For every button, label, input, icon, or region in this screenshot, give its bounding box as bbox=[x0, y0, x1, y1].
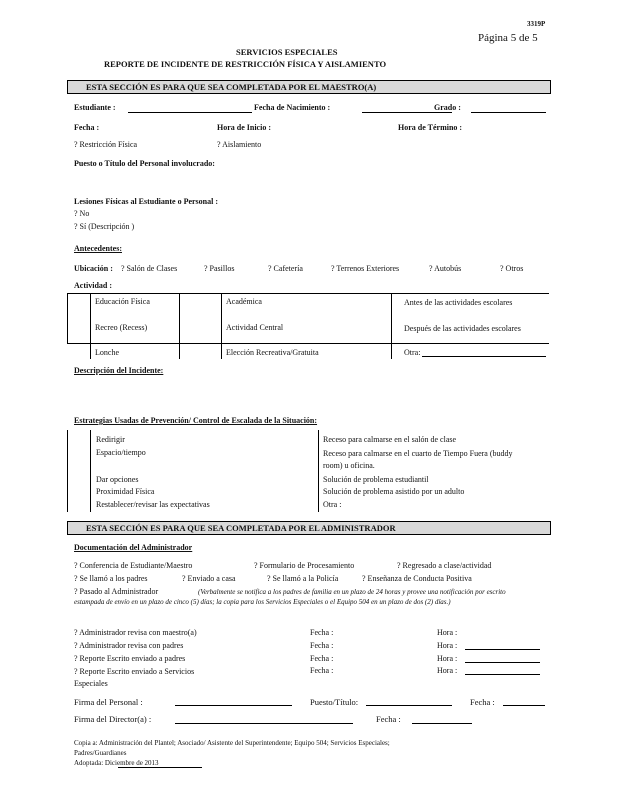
admin-processing-form[interactable]: ? Formulario de Procesamiento bbox=[254, 561, 355, 570]
activity-after-school[interactable]: Después de las actividades escolares bbox=[404, 324, 521, 333]
table-row-border bbox=[67, 343, 549, 344]
activity-lunch[interactable]: Lonche bbox=[95, 348, 119, 357]
admin-doc-label: Documentación del Administrador bbox=[74, 543, 193, 552]
strategy-expectations[interactable]: Restablecer/revisar las expectativas bbox=[96, 500, 210, 509]
time-field[interactable] bbox=[465, 649, 540, 650]
strategy-options[interactable]: Dar opciones bbox=[96, 475, 139, 484]
page-number bbox=[478, 32, 538, 44]
end-time-label: Hora de Término : bbox=[398, 123, 463, 132]
staff-label: Puesto o Título del Personal involucrado: bbox=[74, 159, 215, 168]
table-border bbox=[318, 430, 319, 512]
check-report-services-date: Fecha : bbox=[310, 666, 334, 675]
activity-recreational[interactable]: Elección Recreativa/Gratuita bbox=[226, 348, 319, 357]
sig-date-field[interactable] bbox=[503, 705, 545, 706]
location-bus[interactable]: ? Autobús bbox=[429, 264, 462, 273]
section-admin-label: ESTA SECCIÓN ES PARA QUE SEA COMPLETADA POR EL ADMINISTRADOR bbox=[86, 523, 396, 533]
location-hallways[interactable]: ? Pasillos bbox=[204, 264, 235, 273]
activity-central[interactable]: Actividad Central bbox=[226, 323, 284, 332]
strategy-proximity[interactable]: Proximidad Física bbox=[96, 487, 155, 496]
student-label: Estudiante : bbox=[74, 103, 116, 112]
check-report-parents-time: Hora : bbox=[437, 654, 458, 663]
admin-conference[interactable]: ? Conferencia de Estudiante/Maestro bbox=[74, 561, 193, 570]
director-signature-label: Firma del Director(a) : bbox=[74, 714, 152, 724]
admin-called-police[interactable]: ? Se llamó a la Policía bbox=[267, 574, 339, 583]
location-grounds[interactable]: ? Terrenos Exteriores bbox=[331, 264, 400, 273]
table-border bbox=[391, 293, 392, 359]
activity-academic[interactable]: Académica bbox=[226, 297, 262, 306]
strategy-calm-classroom[interactable]: Receso para calmarse en el salón de clase bbox=[323, 435, 457, 444]
staff-signature-label: Firma del Personal : bbox=[74, 697, 143, 707]
activity-pe[interactable]: Educación Física bbox=[95, 297, 150, 306]
staff-signature-field[interactable] bbox=[175, 705, 292, 706]
activity-label: Actividad : bbox=[74, 281, 112, 290]
director-date-label: Fecha : bbox=[376, 714, 401, 724]
page-label: Página bbox=[478, 32, 508, 44]
check-report-special-services[interactable]: ? Reporte Escrito enviado a Servicios Especiales bbox=[74, 667, 195, 688]
director-signature-field[interactable] bbox=[175, 723, 353, 724]
location-cafeteria[interactable]: ? Cafetería bbox=[268, 264, 303, 273]
activity-other[interactable]: Otra: bbox=[404, 348, 421, 357]
injuries-label: Lesiones Físicas al Estudiante o Personal : bbox=[74, 197, 219, 206]
location-label: Ubicación : bbox=[74, 264, 113, 273]
section-teacher-label: ESTA SECCIÓN ES PARA QUE SEA COMPLETADA POR EL MAESTRO(A) bbox=[86, 82, 377, 92]
activity-other-field[interactable] bbox=[422, 356, 546, 357]
date-label: Fecha : bbox=[74, 123, 100, 132]
sig-date-label: Fecha : bbox=[470, 697, 495, 707]
check-review-parents[interactable]: ? Administrador revisa con padres bbox=[74, 641, 184, 650]
birthdate-field[interactable] bbox=[362, 112, 452, 113]
title-line1: SERVICIOS ESPECIALES bbox=[236, 47, 338, 57]
grade-label: Grado : bbox=[434, 103, 461, 112]
time-field[interactable] bbox=[465, 674, 540, 675]
section-admin-bar bbox=[67, 521, 551, 535]
student-field[interactable] bbox=[128, 112, 252, 113]
birthdate-label: Fecha de Nacimiento : bbox=[254, 103, 331, 112]
director-date-field[interactable] bbox=[412, 723, 472, 724]
background-label: Antecedentes: bbox=[74, 244, 122, 253]
table-border bbox=[179, 293, 180, 359]
strategy-adult-problem[interactable]: Solución de problema asistido por un adulto bbox=[323, 487, 465, 496]
admin-called-parents[interactable]: ? Se llamó a los padres bbox=[74, 574, 148, 583]
start-time-label: Hora de Inicio : bbox=[217, 123, 271, 132]
position-field[interactable] bbox=[366, 705, 452, 706]
admin-notification-note: (Verbalmente se notifica a los padres de familia en un plazo de 24 horas y provee una notificación por escrito estampada de envío en un plazo de cinco (5) días; la copia para los Servicios Especiales o el Equipo 504 en un plazo de dos (2) días.) bbox=[74, 588, 506, 606]
table-border bbox=[67, 293, 68, 343]
check-review-teacher[interactable]: ? Administrador revisa con maestro(a) bbox=[74, 628, 197, 637]
grade-field[interactable] bbox=[471, 112, 546, 113]
table-top-border bbox=[67, 293, 549, 294]
page-of: 5 de 5 bbox=[510, 32, 538, 44]
check-review-teacher-date: Fecha : bbox=[310, 628, 334, 637]
strategy-space-time[interactable]: Espacio/tiempo bbox=[96, 448, 146, 457]
title-line2: REPORTE DE INCIDENTE DE RESTRICCIÓN FÍSICA Y AISLAMIENTO bbox=[104, 59, 387, 69]
check-report-services-time: Hora : bbox=[437, 666, 458, 675]
check-report-parents-date: Fecha : bbox=[310, 654, 334, 663]
location-others[interactable]: ? Otros bbox=[500, 264, 524, 273]
check-report-parents[interactable]: ? Reporte Escrito enviado a padres bbox=[74, 654, 186, 663]
check-review-parents-time: Hora : bbox=[437, 641, 458, 650]
admin-sent-home[interactable]: ? Enviado a casa bbox=[182, 574, 236, 583]
admin-passed-to-admin[interactable]: ? Pasado al Administrador bbox=[74, 587, 159, 596]
table-border bbox=[90, 430, 91, 512]
strategy-redirect[interactable]: Redirigir bbox=[96, 435, 125, 444]
footer-copy-parents: Padres/Guardianes bbox=[74, 749, 127, 757]
restriction-option[interactable]: ? Restricción Física bbox=[74, 140, 138, 149]
adopted-underline bbox=[118, 767, 202, 768]
strategy-other[interactable]: Otra : bbox=[323, 500, 342, 509]
table-border bbox=[67, 430, 68, 512]
isolation-option[interactable]: ? Aislamiento bbox=[217, 140, 262, 149]
section-teacher-bar bbox=[67, 80, 551, 94]
strategy-student-problem[interactable]: Solución de problema estudiantil bbox=[323, 475, 429, 484]
time-field[interactable] bbox=[465, 662, 540, 663]
table-border bbox=[90, 293, 91, 359]
injuries-no-option[interactable]: ? No bbox=[74, 209, 90, 218]
check-review-parents-date: Fecha : bbox=[310, 641, 334, 650]
admin-positive-behavior[interactable]: ? Enseñanza de Conducta Positiva bbox=[362, 574, 472, 583]
activity-before-school[interactable]: Antes de las actividades escolares bbox=[404, 298, 513, 307]
footer-copy: Copia a: Administración del Plantel; Asociado/ Asistente del Superintendente; Equipo 504; Servicios Especiales; bbox=[74, 739, 390, 747]
incident-description-label: Descripción del Incidente: bbox=[74, 366, 164, 375]
location-classroom[interactable]: ? Salón de Clases bbox=[121, 264, 178, 273]
activity-recess[interactable]: Recreo (Recess) bbox=[95, 323, 148, 332]
strategy-calm-buddy-room[interactable]: Receso para calmarse en el cuarto de Tiempo Fuera (buddy room) u oficina. bbox=[323, 449, 513, 470]
table-border bbox=[221, 293, 222, 359]
injuries-yes-option[interactable]: ? Sí (Descripción ) bbox=[74, 222, 135, 231]
check-review-teacher-time: Hora : bbox=[437, 628, 458, 637]
admin-returned-class[interactable]: ? Regresado a clase/actividad bbox=[397, 561, 492, 570]
strategies-label: Estrategias Usadas de Prevención/ Control de Escalada de la Situación: bbox=[74, 416, 318, 425]
footer-adopted: Adoptada: Diciembre de 2013 bbox=[74, 759, 159, 767]
position-label: Puesto/Título: bbox=[310, 697, 359, 707]
form-code: 3319P bbox=[527, 20, 546, 28]
